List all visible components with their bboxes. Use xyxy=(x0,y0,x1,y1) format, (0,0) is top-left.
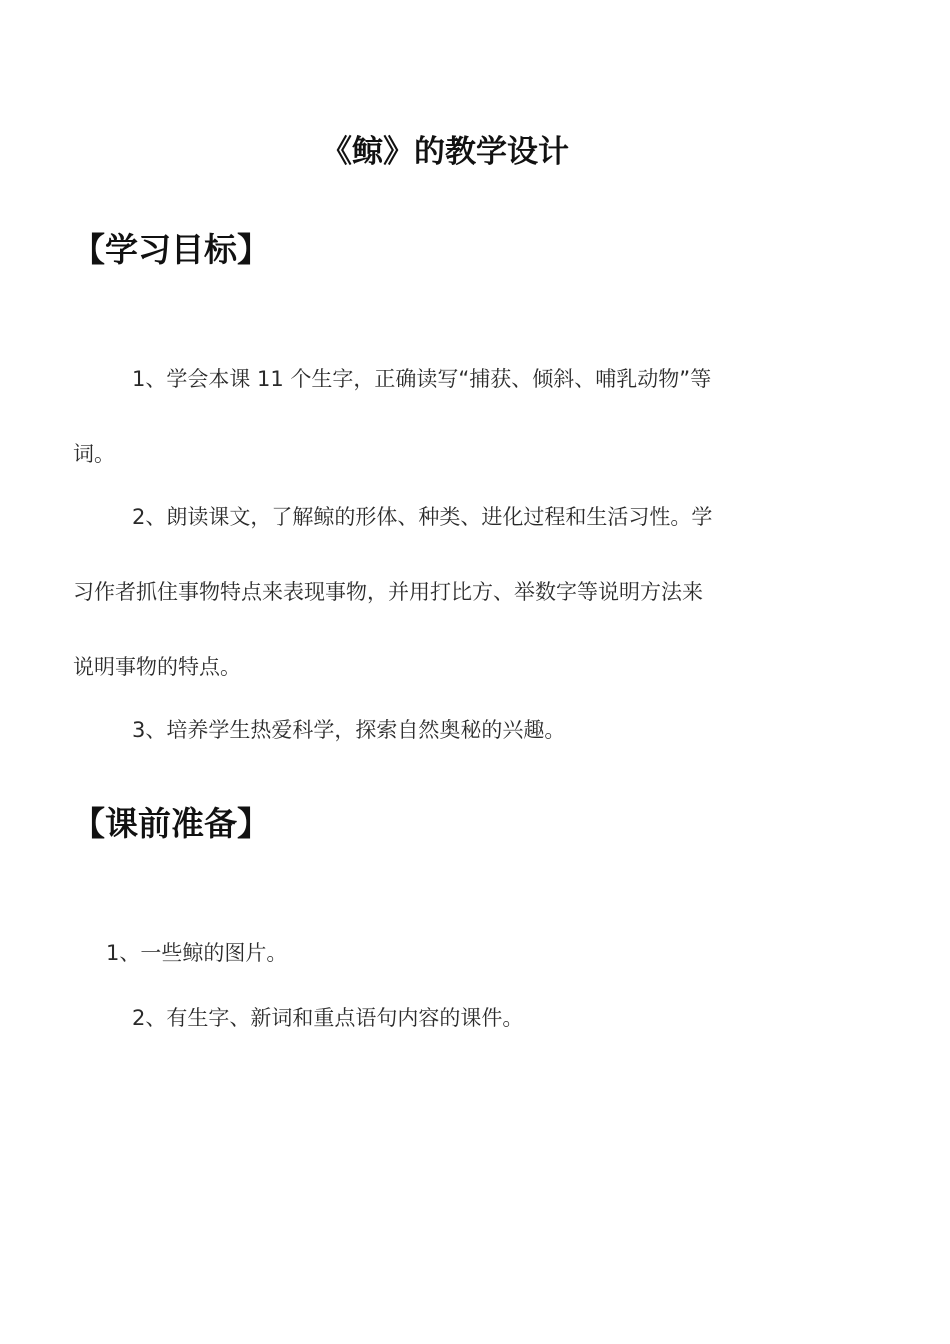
goal-line-3: 2、朗读课文，了解鲸的形体、种类、进化过程和生活习性。学 xyxy=(132,505,713,529)
prep-line-2: 2、有生字、新词和重点语句内容的课件。 xyxy=(132,1006,524,1030)
goal-line-1: 1、学会本课 11 个生字，正确读写“捕获、倾斜、哺乳动物”等 xyxy=(132,367,712,391)
section-heading-learning-goals: 【学习目标】 xyxy=(72,230,270,269)
goal-line-6: 3、培养学生热爱科学，探索自然奥秘的兴趣。 xyxy=(132,718,566,742)
section-heading-preparation: 【课前准备】 xyxy=(72,804,270,843)
goal-line-2: 词。 xyxy=(73,442,115,466)
document-title: 《鲸》的教学设计 xyxy=(321,134,569,170)
goal-line-5: 说明事物的特点。 xyxy=(73,655,241,679)
prep-line-1: 1、一些鲸的图片。 xyxy=(106,941,288,965)
goal-line-4: 习作者抓住事物特点来表现事物，并用打比方、举数字等说明方法来 xyxy=(73,580,703,604)
